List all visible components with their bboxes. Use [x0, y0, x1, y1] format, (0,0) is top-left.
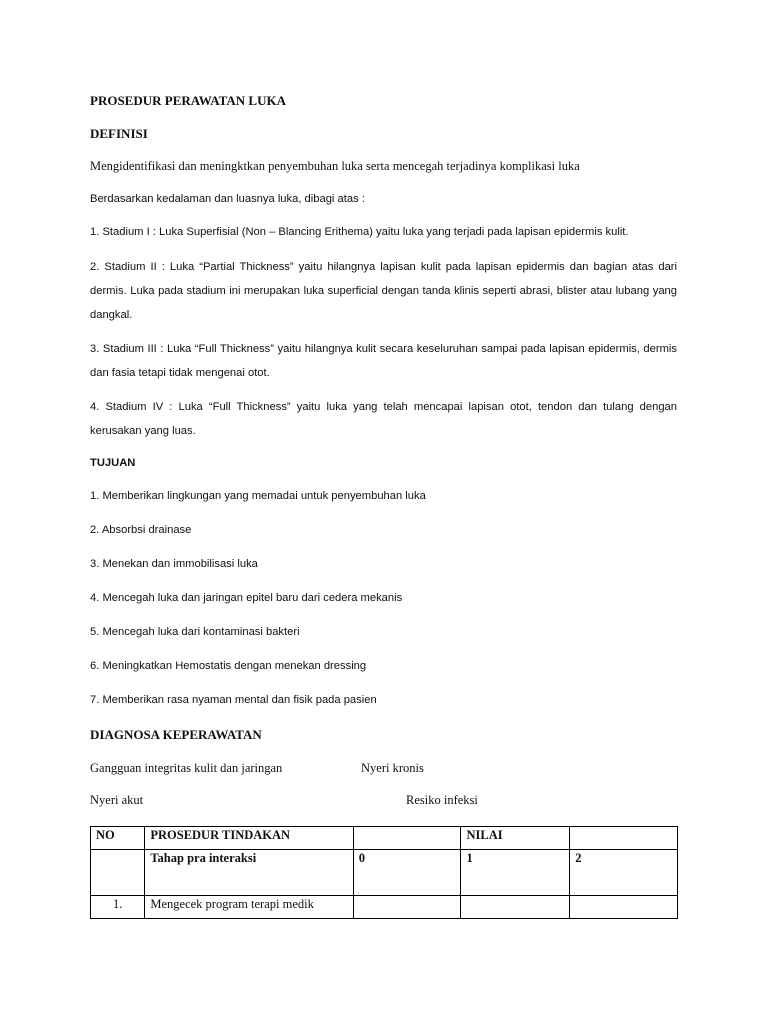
tujuan-item-3: 3. Menekan dan immobilisasi luka	[90, 558, 258, 570]
definisi-text: Mengidentifikasi dan meningktkan penyembuhan luka serta mencegah terjadinya komplikasi luka	[90, 159, 580, 173]
tujuan-item-1: 1. Memberikan lingkungan yang memadai untuk penyembuhan luka	[90, 490, 426, 502]
tujuan-item-2: 2. Absorbsi drainase	[90, 524, 192, 536]
table-cell	[91, 850, 145, 896]
tujuan-heading: TUJUAN	[90, 457, 136, 469]
table-cell: Tahap pra interaksi	[145, 850, 353, 896]
table-header-cell	[570, 827, 678, 850]
table-row	[91, 850, 678, 896]
stadium-4: 4. Stadium IV : Luka “Full Thickness” yaitu luka yang telah mencapai lapisan otot, tendon dan tulang dengan kerusakan yang luas.	[90, 401, 677, 437]
tujuan-item-5: 5. Mencegah luka dari kontaminasi bakteri	[90, 626, 300, 638]
diagnosa-heading: DIAGNOSA KEPERAWATAN	[90, 727, 262, 742]
table-header-row	[91, 827, 678, 850]
procedure-table	[90, 826, 678, 919]
table-cell	[570, 896, 678, 919]
diagnosa-item-1: Gangguan integritas kulit dan jaringan	[90, 761, 283, 775]
table-header-cell	[353, 827, 461, 850]
table-cell	[461, 896, 570, 919]
table-cell	[353, 896, 461, 919]
table-cell: 1	[461, 850, 570, 896]
table-header-cell: NO	[91, 827, 145, 850]
document-title: PROSEDUR PERAWATAN LUKA	[90, 93, 286, 108]
table-header-cell: PROSEDUR TINDAKAN	[145, 827, 353, 850]
diagnosa-item-2: Nyeri kronis	[361, 761, 424, 775]
table-cell: 2	[570, 850, 678, 896]
tujuan-item-4: 4. Mencegah luka dan jaringan epitel baru dari cedera mekanis	[90, 592, 403, 604]
table-cell: Mengecek program terapi medik	[145, 896, 353, 919]
stadium-2: 2. Stadium II : Luka “Partial Thickness” yaitu hilangnya lapisan kulit pada lapisan epidermis dan bagian atas dari dermis. Luka pada stadium ini merupakan luka superficial dengan tanda klinis seperti abrasi, blister atau lubang yang dangkal.	[90, 261, 677, 321]
tujuan-item-6: 6. Meningkatkan Hemostatis dengan menekan dressing	[90, 660, 367, 672]
table-cell: 1.	[91, 896, 145, 919]
diagnosa-item-4: Resiko infeksi	[406, 793, 478, 807]
intro-text: Berdasarkan kedalaman dan luasnya luka, dibagi atas :	[90, 193, 365, 205]
diagnosa-item-3: Nyeri akut	[90, 793, 144, 807]
stadium-3: 3. Stadium III : Luka “Full Thickness” yaitu hilangnya kulit secara keseluruhan sampai pada lapisan epidermis, dermis dan fasia tetapi tidak mengenai otot.	[90, 343, 677, 379]
table-header-cell: NILAI	[461, 827, 570, 850]
stadium-1: 1. Stadium I : Luka Superfisial (Non – Blancing Erithema) yaitu luka yang terjadi pada lapisan epidermis kulit.	[90, 226, 629, 238]
definisi-heading: DEFINISI	[90, 126, 148, 141]
tujuan-item-7: 7. Memberikan rasa nyaman mental dan fisik pada pasien	[90, 694, 377, 706]
table-cell: 0	[353, 850, 461, 896]
table-row	[91, 896, 678, 919]
